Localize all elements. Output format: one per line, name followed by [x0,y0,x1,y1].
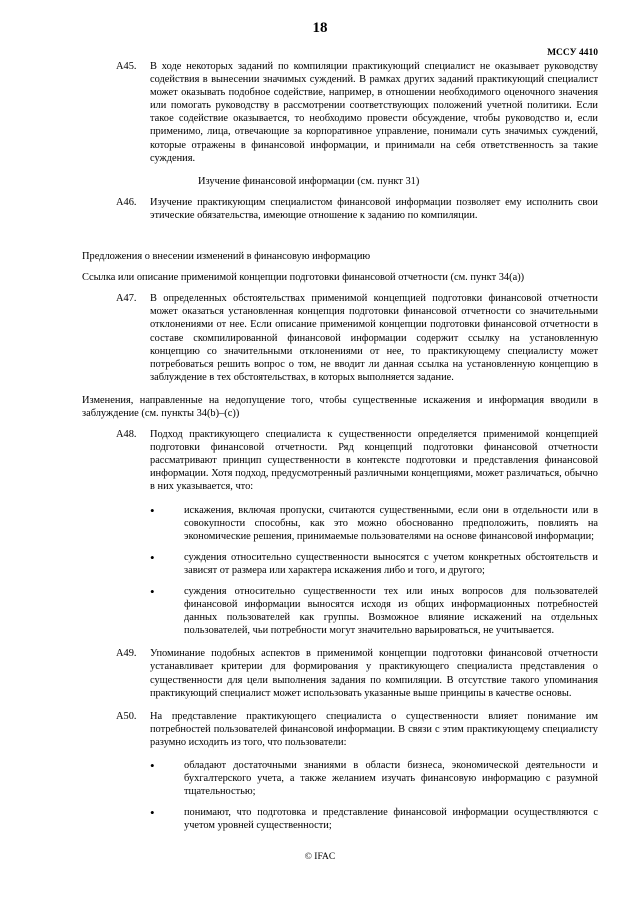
paragraph-text: На представление практикующего специалиста о существенности влияет понимание им потребностей пользователей финансовой информации. В связи с этим практикующему специалисту разумно исходить из того, что пользователи: [150,710,598,748]
bullet-item [116,585,598,637]
paragraph-a45 [116,60,598,165]
section-heading-proposals: Предложения о внесении изменений в финансовую информацию [82,251,371,263]
document-code: МССУ 4410 [547,48,598,58]
bullet-icon: • [150,758,155,774]
paragraph-text: Упоминание подобных аспектов в применимой концепции подготовки финансовой отчетности устанавливает критерии для формирования у практикующего специалиста представления о существенности для цели выполнения задания по компиляции. В отсутствие такого упоминания практикующий специалист может использовать указанные выше принципы в качестве основы. [150,648,598,699]
document-body [82,60,598,841]
paragraph-number: A46. [116,196,137,208]
paragraph-number: A49. [116,648,137,660]
paragraph-a49 [116,647,598,699]
bullet-text: суждения относительно существенности тех или иных вопросов для пользователей финансовой информации выносятся исходя из общих информационных потребностей данных пользователей как группы. Возможное влияние искажений на отдельных пользователей, чьи потребности могут значительно варьироваться, не учитывается. [184,586,598,637]
bullet-text: суждения относительно существенности выносятся с учетом конкретных обстоятельств и зависят от размера или характера искажения либо и того, и другого; [184,551,598,576]
copyright-footer: © IFAC [304,852,336,862]
bullet-item [116,806,598,832]
bullet-icon: • [150,502,155,518]
bullet-icon: • [150,584,155,599]
paragraph-number: A48. [116,429,137,441]
bullet-item [116,504,598,543]
bullet-item [116,551,598,577]
page-number: 18 [312,20,328,36]
paragraph-text: В определенных обстоятельствах применимой концепцией подготовки финансовой отчетности может оказаться установленная концепция подготовки финансовой отчетности со значительными отклонениями от нее. Если описание применимой концепции подготовки финансовой отчетности в составе скомпилированной финансовой информации содержит ссылку на установленную концепцию со значительными отклонениями от нее, то практикующему специалисту может потребоваться решить вопрос о том, не вводит ли данная ссылка на установленную концепцию в заблуждение в тех обстоятельствах, в которых выполняется задание. [150,293,598,383]
paragraph-a47 [116,292,598,384]
bullet-text: понимают, что подготовка и представление финансовой информации осуществляются с учетом уровней существенности; [184,807,598,832]
bullet-text: искажения, включая пропуски, считаются существенными, если они в отдельности или в совокупности способны, как это можно обоснованно предположить, повлиять на экономические решения, принимаемые пользователями на основе финансовой информации; [184,504,598,542]
bullet-item [116,759,598,798]
bullet-text: обладают достаточными знаниями в области бизнеса, экономической деятельности и бухгалтерского учета, а также желанием изучать финансовую информацию с разумной тщательностью; [184,760,598,798]
paragraph-a46 [116,196,598,222]
paragraph-number: A47. [116,293,137,305]
paragraph-text: Изучение практикующим специалистом финансовой информации позволяет ему исполнить свои этические обязательства, имеющие отношение к заданию по компиляции. [150,196,598,221]
paragraph-number: A50. [116,710,137,722]
section-heading-study: Изучение финансовой информации (см. пункт 31) [198,175,420,187]
paragraph-a50 [116,710,598,749]
bullet-icon: • [150,549,155,565]
paragraph-number: A45. [116,61,137,72]
section-heading-reference: Ссылка или описание применимой концепции подготовки финансовой отчетности (см. пункт 34(a)) [82,272,525,284]
bullet-icon: • [150,805,155,821]
paragraph-text: В ходе некоторых заданий по компиляции практикующий специалист не оказывает руководству содействия в вынесении значимых суждений. В рамках других заданий практикующий специалист может оказывать подобное содействие, например, в отношении необходимого оценочного значения или помогать руководству в рассмотрении соответствующих положений учетной политики. Если такое содействие оказывается, то необходимо провести обсуждение, чтобы руководство и, если применимо, лица, отвечающие за корпоративное управление, понимали суть значимых суждений, которые отражены в финансовой информации, и принимали на себя ответственность за такие суждения. [150,61,598,164]
section-heading-changes: Изменения, направленные на недопущение того, чтобы существенные искажения и информация вводили в заблуждение (см. пункты 34(b)–(c)) [82,394,598,419]
paragraph-text: Подход практикующего специалиста к существенности определяется применимой концепцией подготовки финансовой отчетности. Ряд концепций подготовки финансовой отчетности рассматривают принцип существенности в контексте подготовки и представления финансовой информации. Хотя подход, предусмотренный различными концепциями, может различаться, обычно в них указывается, что: [150,429,598,493]
paragraph-a48 [116,428,598,493]
